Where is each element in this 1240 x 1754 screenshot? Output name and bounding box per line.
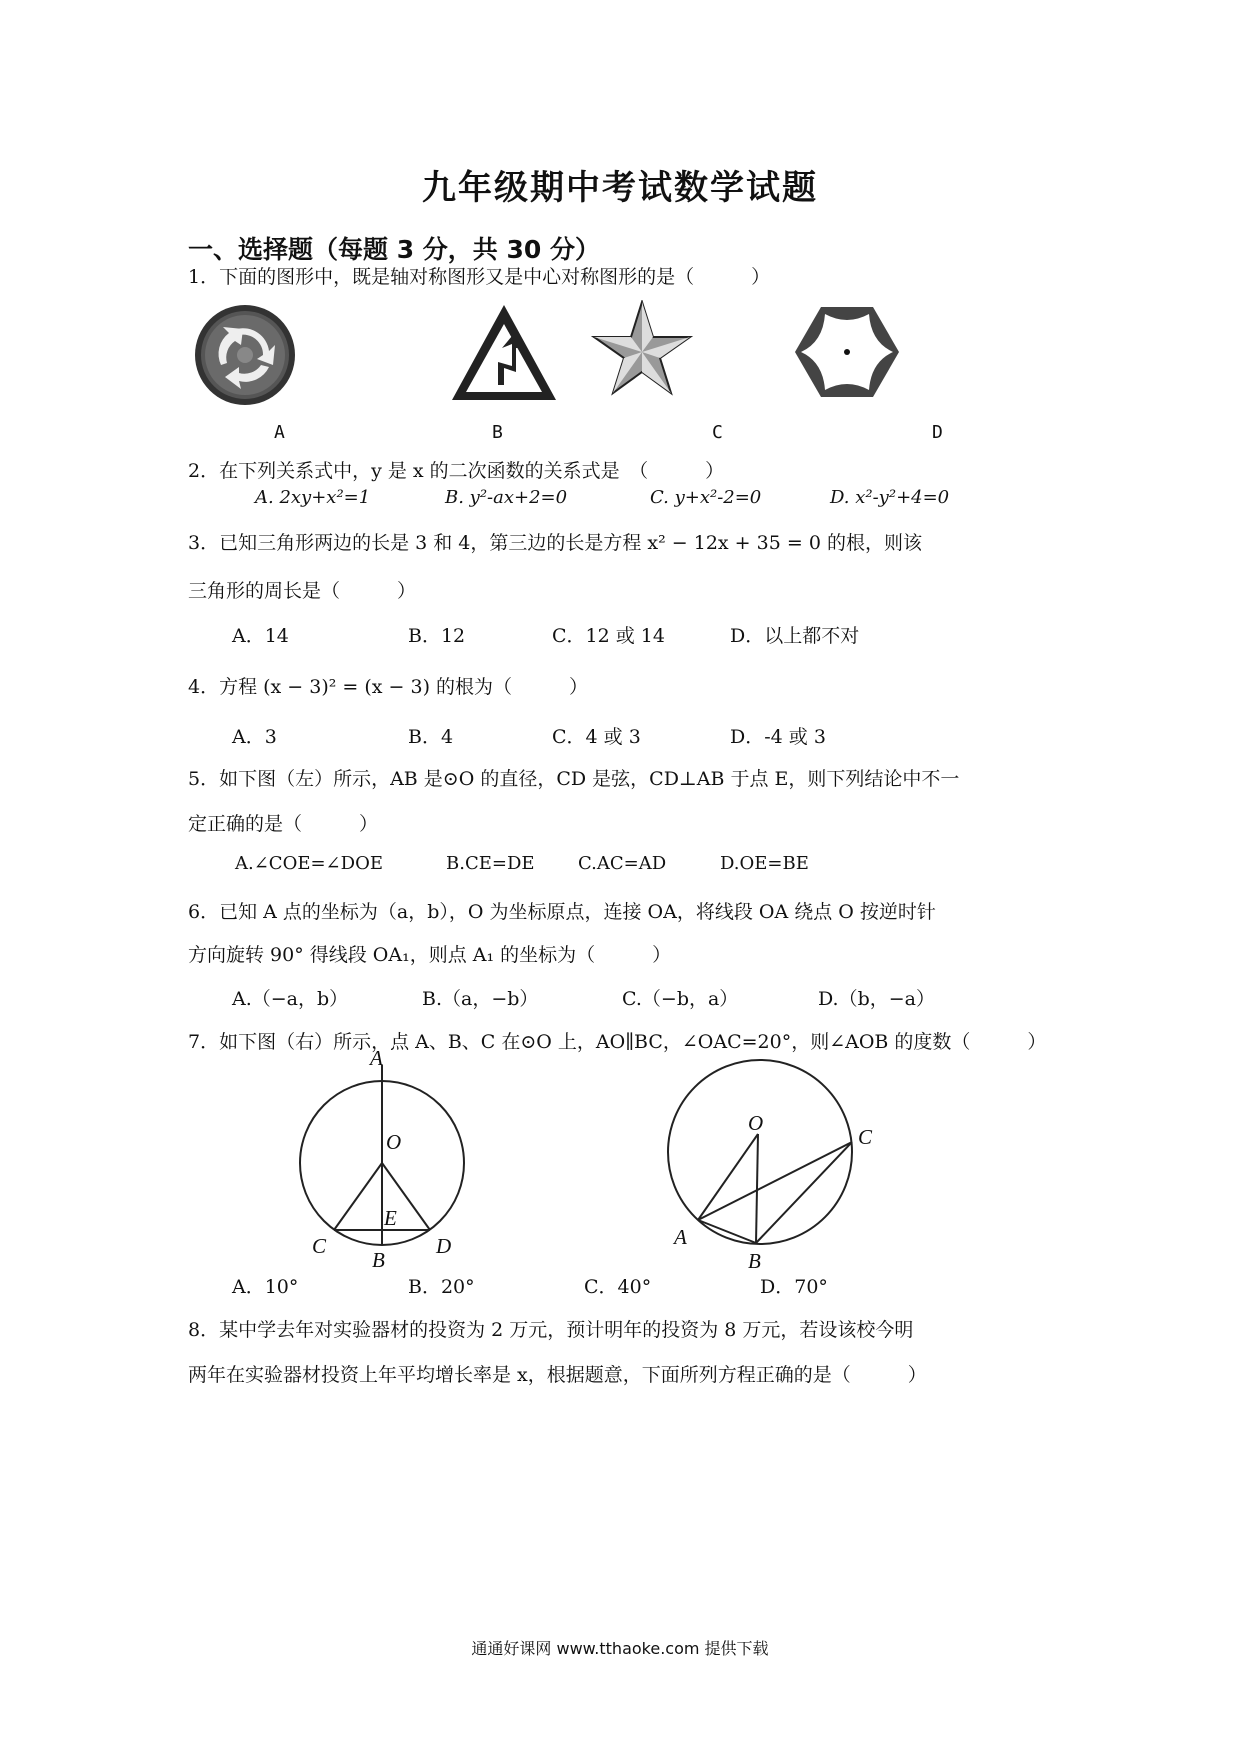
q7-option-a: A．10° [232,1276,299,1298]
figure-left-circle [280,1046,452,1272]
segment-ac [698,1142,852,1220]
label-a: A [674,1225,687,1249]
label-b: B [748,1249,761,1273]
q2-option-a: A. 2xy+x²=1 [255,487,371,508]
label-a: A [370,1046,383,1070]
question-1: 1．下面的图形中，既是轴对称图形又是中心对称图形的是（ ） [188,266,771,288]
label-o: O [748,1111,764,1135]
footer-credit: 通通好课网 www.tthaoke.com 提供下载 [471,1639,769,1658]
label-d: D [436,1234,452,1258]
figure-b-triangle-sign [452,305,556,400]
figure-d-hexagon [795,307,899,397]
q1-label-b: B [492,422,503,443]
q6-option-c: C.（−b，a） [622,988,739,1010]
segment-bc [756,1142,852,1243]
q2-option-d: D. x²-y²+4=0 [830,487,950,508]
figure-a-circle-sign [195,305,295,405]
section-heading: 一、选择题（每题 3 分，共 30 分） [188,235,601,264]
question-5-line-2: 定正确的是（ ） [188,813,379,835]
q1-label-a: A [274,422,285,443]
segment-ob [756,1134,758,1243]
segment-oc [334,1163,382,1230]
q5-option-c: C.AC=AD [578,853,667,874]
q7-option-d: D．70° [760,1276,828,1298]
q1-label-c: C [712,422,723,443]
question-5-line-1: 5．如下图（左）所示，AB 是⊙O 的直径，CD 是弦，CD⊥AB 于点 E，则下列结论中不一 [188,768,960,790]
q4-option-a: A．3 [232,726,277,748]
segment-ab [698,1220,756,1243]
q3-option-d: D．以上都不对 [730,625,860,647]
q7-option-b: B．20° [408,1276,475,1298]
q5-option-a: A.∠COE=∠DOE [235,853,383,874]
q2-option-c: C. y+x²-2=0 [650,487,762,508]
q3-option-a: A．14 [232,625,289,647]
q6-option-a: A.（−a，b） [232,988,349,1010]
q5-option-d: D.OE=BE [720,853,809,874]
figure-right-circle [674,1111,873,1273]
question-8-line-1: 8．某中学去年对实验器材的投资为 2 万元，预计明年的投资为 8 万元，若设该校今明 [188,1319,914,1341]
q4-option-b: B．4 [408,726,454,748]
q3-option-c: C．12 或 14 [552,625,665,647]
figure-c-star [594,302,690,393]
q7-option-c: C．40° [584,1276,652,1298]
q6-option-b: B.（a，−b） [422,988,539,1010]
label-o: O [386,1130,402,1154]
q5-option-b: B.CE=DE [446,853,535,874]
question-4: 4．方程 (x − 3)² = (x − 3) 的根为（ ） [188,676,589,698]
q1-figures [190,300,970,415]
question-8-line-2: 两年在实验器材投资上年平均增长率是 x，根据题意，下面所列方程正确的是（ ） [188,1364,927,1386]
label-c: C [858,1125,873,1149]
q6-option-d: D.（b，−a） [818,988,936,1010]
q4-option-d: D．-4 或 3 [730,726,826,748]
question-2: 2．在下列关系式中，y 是 x 的二次函数的关系式是 （ ） [188,460,725,482]
q4-option-c: C．4 或 3 [552,726,641,748]
question-3-line-1: 3．已知三角形两边的长是 3 和 4，第三边的长是方程 x² − 12x + 35 = 0 的根，则该 [188,532,922,554]
label-c: C [312,1234,327,1258]
right-circle [668,1060,852,1244]
page-title: 九年级期中考试数学试题 [422,168,818,208]
question-7: 7．如下图（右）所示，点 A、B、C 在⊙O 上，AO∥BC，∠OAC=20°，则∠AOB 的度数（ ） [188,1031,1047,1053]
label-b: B [372,1248,385,1272]
q1-label-d: D [932,422,943,443]
question-6-line-2: 方向旋转 90° 得线段 OA₁，则点 A₁ 的坐标为（ ） [188,944,672,966]
label-e: E [384,1206,397,1230]
question-3-line-2: 三角形的周长是（ ） [188,580,417,602]
question-6-line-1: 6．已知 A 点的坐标为（a，b），O 为坐标原点，连接 OA，将线段 OA 绕点 O 按逆时针 [188,901,936,923]
segment-ao [698,1134,758,1220]
q3-option-b: B．12 [408,625,466,647]
q2-option-b: B. y²-ax+2=0 [445,487,568,508]
